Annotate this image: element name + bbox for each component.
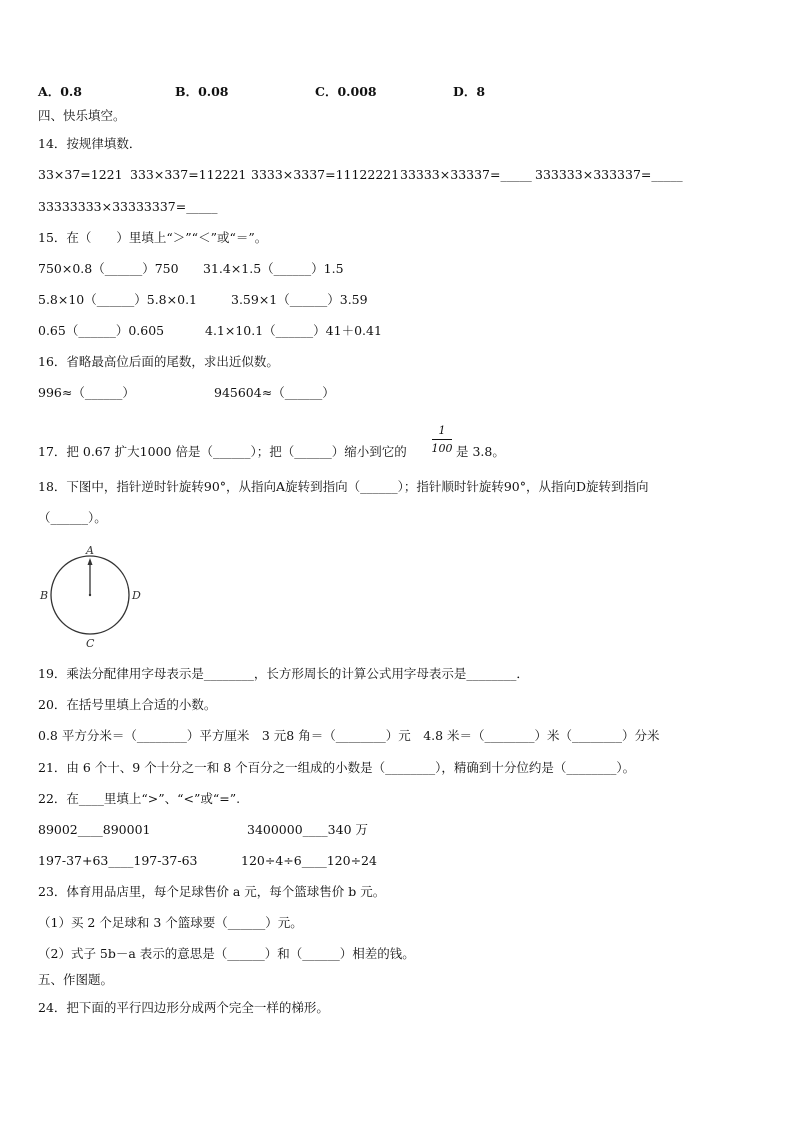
q14-item: 33×37=1221 [38, 167, 123, 182]
clock-center [89, 594, 91, 596]
q15-item: 0.65（______）0.605 [38, 323, 165, 338]
option-c: C．0.008 [315, 84, 377, 99]
q23-sub2: （2）式子 5b－a 表示的意思是（______）和（______）相差的钱。 [38, 946, 415, 961]
q14-line2: 33333333×33333337=_____ [38, 199, 218, 214]
q15-item: 3.59×1（______）3.59 [231, 292, 368, 307]
option-a: A．0.8 [38, 84, 82, 99]
label-a: A [86, 544, 94, 557]
q14-item: 333333×333337=_____ [535, 167, 683, 182]
q15-prompt: 15．在（ ）里填上“＞”“＜”或“＝”。 [38, 230, 268, 245]
section-5-heading: 五、作图题。 [38, 972, 114, 987]
q15-item: 750×0.8（______）750 [38, 261, 179, 276]
q20-prompt: 20．在括号里填上合适的小数。 [38, 697, 217, 712]
q22-item: 120÷4÷6____120÷24 [241, 853, 377, 868]
q23-sub1: （1）买 2 个足球和 3 个篮球要（______）元。 [38, 915, 303, 930]
q22-item: 3400000____340 万 [247, 822, 369, 837]
q17-fraction-bar [432, 439, 452, 440]
option-b: B．0.08 [175, 84, 229, 99]
label-d: D [132, 589, 141, 602]
q15-item: 4.1×10.1（______）41＋0.41 [205, 323, 382, 338]
q16-item: 996≈（______） [38, 385, 135, 400]
q17-fraction-numerator: 1 [438, 424, 446, 437]
q17-text-a: 17．把 0.67 扩大1000 倍是（______）；把（______）缩小到它的 [38, 444, 407, 459]
q18-line1: 18．下图中，指针逆时针旋转90°，从指向A旋转到指向（______）；指针顺时针旋转90°，从指向D旋转到指向 [38, 479, 649, 494]
q15-item: 5.8×10（______）5.8×0.1 [38, 292, 197, 307]
needle-arrowhead [88, 558, 93, 565]
option-d: D．8 [453, 84, 486, 99]
q16-prompt: 16．省略最高位后面的尾数，求出近似数。 [38, 354, 279, 369]
q22-item: 197-37+63____197-37-63 [38, 853, 198, 868]
q18-line2: （______）。 [38, 510, 107, 525]
q17-fraction-denominator: 100 [431, 442, 453, 455]
section-4-heading: 四、快乐填空。 [38, 108, 126, 123]
q22-item: 89002____890001 [38, 822, 151, 837]
q21: 21．由 6 个十、9 个十分之一和 8 个百分之一组成的小数是（________），精确到十分位约是（________）。 [38, 760, 636, 775]
q18-clock-figure [36, 542, 146, 652]
label-b: B [40, 589, 49, 602]
q15-item: 31.4×1.5（______）1.5 [203, 261, 344, 276]
q16-item: 945604≈（______） [214, 385, 335, 400]
q14-item: 33333×33337=_____ [400, 167, 532, 182]
q24: 24．把下面的平行四边形分成两个完全一样的梯形。 [38, 1000, 329, 1015]
q14-prompt: 14．按规律填数． [38, 136, 142, 151]
q17-text-b: 是 3.8。 [456, 444, 505, 459]
q14-item: 3333×3337=11122221 [251, 167, 400, 182]
q20-line: 0.8 平方分米＝（________）平方厘米 3 元8 角＝（________）元 4.8 米＝（________）米（________）分米 [38, 728, 660, 743]
q23-prompt: 23．体育用品店里，每个足球售价 a 元，每个篮球售价 b 元。 [38, 884, 386, 899]
q14-item: 333×337=112221 [130, 167, 247, 182]
q22-prompt: 22．在____里填上“>”、“<”或“=”. [38, 791, 241, 806]
label-c: C [86, 637, 95, 650]
q19: 19．乘法分配律用字母表示是________，长方形周长的计算公式用字母表示是________． [38, 666, 529, 681]
